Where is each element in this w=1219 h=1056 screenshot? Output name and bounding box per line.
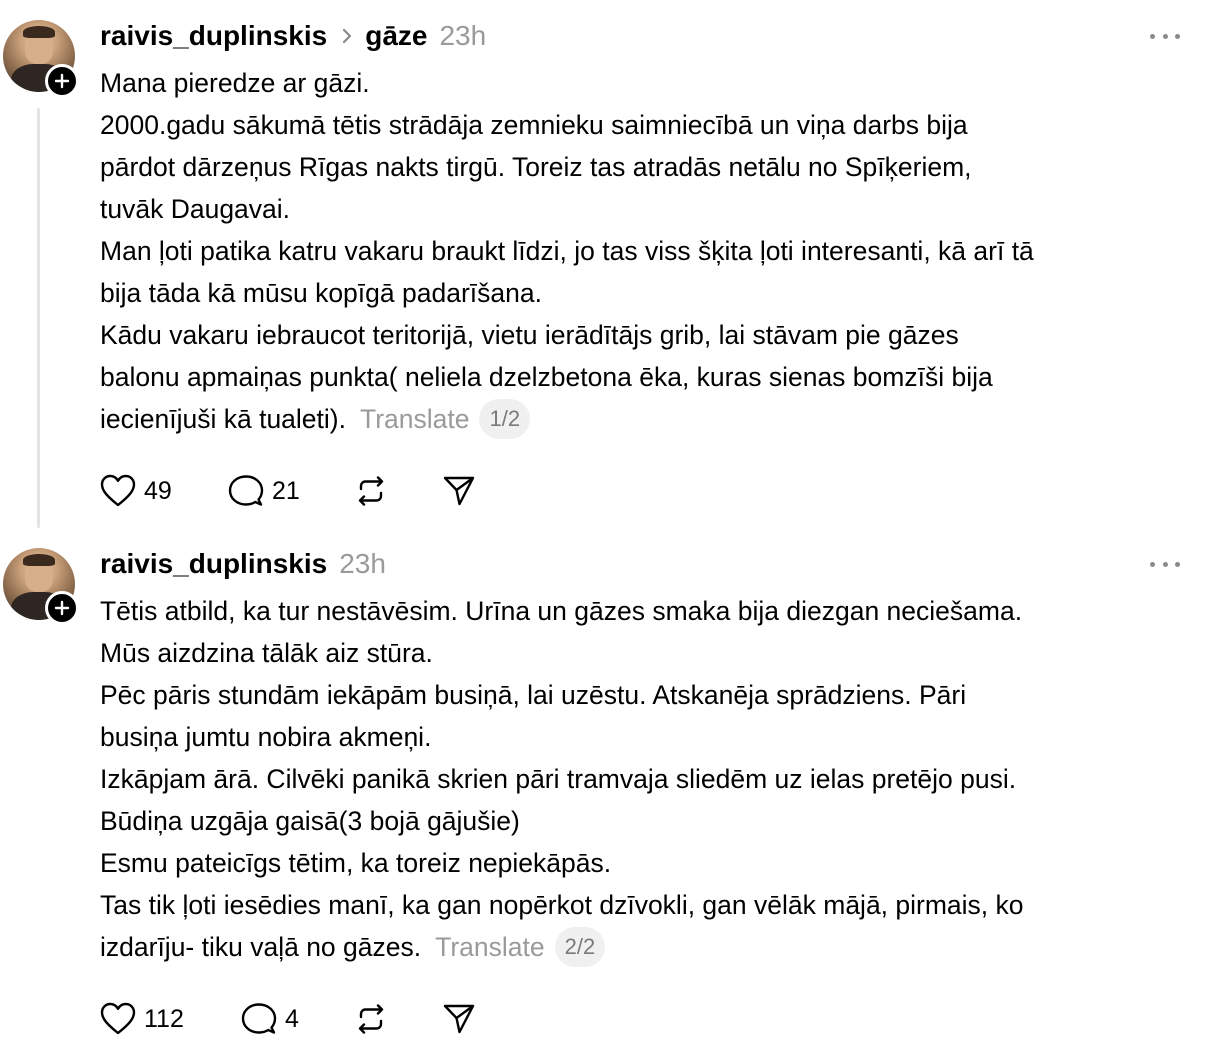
like-count: 49 [144,476,172,505]
thread-connector-line [37,108,40,528]
post-actions [100,999,476,1039]
heart-icon [100,474,136,508]
like-count: 112 [144,1004,184,1033]
post-text-line: bija tāda kā mūsu kopīgā padarīšana. [100,278,542,308]
post-actions [100,471,476,511]
post-text-line: Esmu pateicīgs tētim, ka toreiz nepiekāpās. [100,848,612,878]
translate-link[interactable]: Translate [435,932,545,962]
repost-button[interactable] [354,474,442,508]
share-button[interactable] [442,474,476,508]
reply-count: 4 [285,1004,299,1033]
follow-button[interactable] [45,64,79,98]
post-text-line: Mūs aizdzina tālāk aiz stūra. [100,638,433,668]
chevron-right-icon [341,27,353,45]
share-button[interactable] [442,1002,476,1036]
repost-icon [354,1002,388,1036]
send-icon [442,1002,476,1036]
post-header [100,544,386,584]
more-dots-icon[interactable] [1150,554,1180,574]
reply-button[interactable] [228,474,354,508]
repost-icon [354,474,388,508]
heart-icon [100,1002,136,1036]
username-link[interactable]: raivis_duplinskis [100,20,328,51]
topic-tag-link[interactable]: gāze [365,20,428,51]
post-body [100,590,1200,969]
post-text-fragment: izdarīju- tiku vaļā no gāzes. [100,932,422,962]
speech-bubble-icon [241,1002,277,1036]
repost-button[interactable] [354,1002,442,1036]
reply-button[interactable] [241,1002,354,1036]
page-indicator: 2/2 [555,927,606,967]
post-text-line: Tētis atbild, ka tur nestāvēsim. Urīna un gāzes smaka bija diezgan neciešama. [100,596,1023,626]
reply-count: 21 [272,476,300,505]
thread-post [0,530,1219,1056]
post-header [100,16,486,56]
username-link[interactable]: raivis_duplinskis [100,548,328,579]
plus-icon [54,73,70,89]
plus-icon [54,600,70,616]
page-indicator: 1/2 [479,399,530,439]
post-text-line: busiņa jumtu nobira akmeņi. [100,722,432,752]
post-text-line-last [100,398,1200,441]
post-text-line: Man ļoti patika katru vakaru braukt līdzi, jo tas viss šķita ļoti interesanti, kā arī tā [100,236,1034,266]
send-icon [442,474,476,508]
follow-button[interactable] [45,591,79,625]
like-button[interactable] [100,474,228,508]
post-timestamp[interactable]: 23h [439,20,487,51]
post-text-line: Būdiņa uzgāja gaisā(3 bojā gājušie) [100,806,520,836]
post-body [100,62,1200,441]
post-text-line: Kādu vakaru iebraucot teritorijā, vietu ierādītājs grib, lai stāvam pie gāzes [100,320,959,350]
post-text-line-last [100,926,1200,969]
speech-bubble-icon [228,474,264,508]
translate-link[interactable]: Translate [359,404,470,434]
post-text-line: 2000.gadu sākumā tētis strādāja zemnieku saimniecībā un viņa darbs bija [100,110,968,140]
post-text-line: Pēc pāris stundām iekāpām busiņā, lai uzēstu. Atskanēja sprādziens. Pāri [100,680,967,710]
post-text-fragment: iecienījuši kā tualeti). [100,404,346,434]
post-text-line: tuvāk Daugavai. [100,194,291,224]
post-text-line: Mana pieredze ar gāzi. [100,68,370,98]
post-text-line: Tas tik ļoti iesēdies manī, ka gan nopērkot dzīvokli, gan vēlāk mājā, pirmais, ko [100,890,1024,920]
more-dots-icon[interactable] [1150,26,1180,46]
like-button[interactable] [100,1002,241,1036]
post-timestamp[interactable]: 23h [339,548,386,579]
post-text-line: balonu apmaiņas punkta( neliela dzelzbetona ēka, kuras sienas bomzīši bija [100,362,993,392]
post-text-line: pārdot dārzeņus Rīgas nakts tirgū. Toreiz tas atradās netālu no Spīķeriem, [100,152,972,182]
post-text-line: Izkāpjam ārā. Cilvēki panikā skrien pāri tramvaja sliedēm uz ielas pretējo pusi. [100,764,1017,794]
